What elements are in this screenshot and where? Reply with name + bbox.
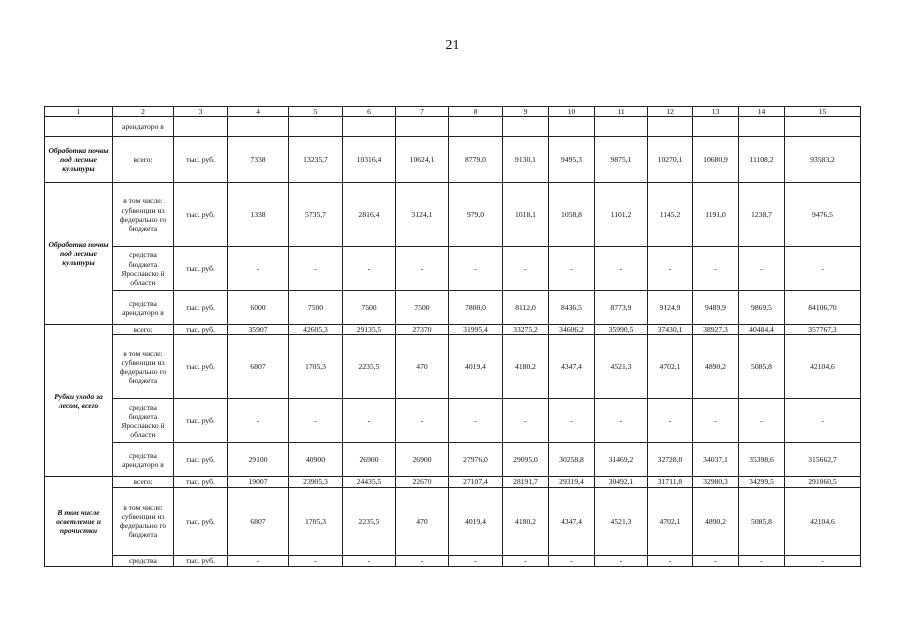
column-number-cell: 11 xyxy=(595,107,648,117)
value-cell xyxy=(449,117,503,137)
value-cell: 1705,3 xyxy=(289,335,343,399)
value-cell: - xyxy=(503,555,549,566)
value-cell: - xyxy=(343,247,396,291)
total-cell: 9476,5 xyxy=(785,183,861,247)
value-cell: 1238,7 xyxy=(739,183,785,247)
value-cell: - xyxy=(289,247,343,291)
funding-source-cell: средства арендаторо в xyxy=(113,443,174,477)
value-cell: - xyxy=(396,555,449,566)
value-cell: - xyxy=(343,399,396,443)
activity-cell xyxy=(45,117,113,137)
value-cell: 7500 xyxy=(343,291,396,325)
value-cell: 5085,8 xyxy=(739,487,785,555)
value-cell: 34606,2 xyxy=(549,325,595,335)
value-cell: 1338 xyxy=(228,183,289,247)
value-cell: 9495,3 xyxy=(549,137,595,183)
value-cell xyxy=(693,117,739,137)
value-cell: - xyxy=(449,555,503,566)
value-cell: 31711,8 xyxy=(648,477,693,487)
column-number-cell: 7 xyxy=(396,107,449,117)
value-cell: 7800,0 xyxy=(449,291,503,325)
column-number-cell: 14 xyxy=(739,107,785,117)
table-row xyxy=(45,291,861,325)
value-cell: 4890,2 xyxy=(693,335,739,399)
unit-cell xyxy=(174,117,228,137)
value-cell: 19007 xyxy=(228,477,289,487)
value-cell: 10316,4 xyxy=(343,137,396,183)
value-cell: 1101,2 xyxy=(595,183,648,247)
total-cell: - xyxy=(785,247,861,291)
value-cell: 42605,3 xyxy=(289,325,343,335)
value-cell: 27107,4 xyxy=(449,477,503,487)
funding-source-cell: в том числе: субвенции из федерально го бюджета xyxy=(113,183,174,247)
table-row xyxy=(45,247,861,291)
column-number-cell: 2 xyxy=(113,107,174,117)
unit-cell: тыс. руб. xyxy=(174,487,228,555)
value-cell: 22670 xyxy=(396,477,449,487)
value-cell: 31469,2 xyxy=(595,443,648,477)
value-cell: 29135,5 xyxy=(343,325,396,335)
value-cell: 6807 xyxy=(228,487,289,555)
funding-source-cell: всего: xyxy=(113,325,174,335)
value-cell: - xyxy=(549,247,595,291)
value-cell: 9489,9 xyxy=(693,291,739,325)
value-cell: 6000 xyxy=(228,291,289,325)
value-cell: 9130,1 xyxy=(503,137,549,183)
value-cell: 1145,2 xyxy=(648,183,693,247)
value-cell: 35990,5 xyxy=(595,325,648,335)
value-cell: 6807 xyxy=(228,335,289,399)
total-cell: 315662,7 xyxy=(785,443,861,477)
table-row xyxy=(45,443,861,477)
table-row xyxy=(45,335,861,399)
value-cell: 30492,1 xyxy=(595,477,648,487)
value-cell xyxy=(739,117,785,137)
value-cell: - xyxy=(693,247,739,291)
total-cell: 291060,5 xyxy=(785,477,861,487)
value-cell: - xyxy=(343,555,396,566)
value-cell: 40900 xyxy=(289,443,343,477)
value-cell: 35907 xyxy=(228,325,289,335)
value-cell xyxy=(595,117,648,137)
value-cell: 29319,4 xyxy=(549,477,595,487)
value-cell: 4521,3 xyxy=(595,335,648,399)
value-cell: 4702,1 xyxy=(648,335,693,399)
column-number-cell: 12 xyxy=(648,107,693,117)
value-cell: 26900 xyxy=(343,443,396,477)
total-cell: 357767,3 xyxy=(785,325,861,335)
table-header-row xyxy=(45,107,861,117)
page-number: 21 xyxy=(445,38,460,53)
column-number-cell: 3 xyxy=(174,107,228,117)
value-cell: 8779,0 xyxy=(449,137,503,183)
value-cell xyxy=(289,117,343,137)
value-cell: 8436,5 xyxy=(549,291,595,325)
value-cell: 470 xyxy=(396,335,449,399)
value-cell: - xyxy=(648,399,693,443)
unit-cell: тыс. руб. xyxy=(174,325,228,335)
value-cell: 27370 xyxy=(396,325,449,335)
budget-table xyxy=(44,106,861,567)
value-cell: 3124,1 xyxy=(396,183,449,247)
value-cell xyxy=(549,117,595,137)
value-cell: 470 xyxy=(396,487,449,555)
value-cell: 30258,8 xyxy=(549,443,595,477)
value-cell: 5085,8 xyxy=(739,335,785,399)
value-cell: 2235,5 xyxy=(343,487,396,555)
value-cell xyxy=(228,117,289,137)
value-cell: 1058,8 xyxy=(549,183,595,247)
value-cell: 32728,0 xyxy=(648,443,693,477)
value-cell: - xyxy=(228,555,289,566)
value-cell: 10270,1 xyxy=(648,137,693,183)
value-cell: 28191,7 xyxy=(503,477,549,487)
table-row xyxy=(45,555,861,566)
unit-cell: тыс. руб. xyxy=(174,399,228,443)
value-cell: - xyxy=(595,247,648,291)
value-cell: - xyxy=(503,247,549,291)
value-cell: 38927,3 xyxy=(693,325,739,335)
value-cell: - xyxy=(693,555,739,566)
value-cell: 4347,4 xyxy=(549,487,595,555)
value-cell: - xyxy=(228,247,289,291)
activity-cell: В том числе осветление и прочистки xyxy=(45,477,113,566)
value-cell: 31995,4 xyxy=(449,325,503,335)
value-cell: - xyxy=(595,399,648,443)
funding-source-cell: средства бюджета Ярославско й области xyxy=(113,399,174,443)
value-cell: 4019,4 xyxy=(449,487,503,555)
value-cell: - xyxy=(739,555,785,566)
value-cell: 13235,7 xyxy=(289,137,343,183)
value-cell: 9875,1 xyxy=(595,137,648,183)
value-cell: 9869,5 xyxy=(739,291,785,325)
value-cell: 29100 xyxy=(228,443,289,477)
table-row xyxy=(45,487,861,555)
column-number-cell: 13 xyxy=(693,107,739,117)
value-cell xyxy=(648,117,693,137)
total-cell: 93583,2 xyxy=(785,137,861,183)
value-cell: - xyxy=(549,399,595,443)
value-cell: 34037,1 xyxy=(693,443,739,477)
funding-source-cell: средства бюджета Ярославско й области xyxy=(113,247,174,291)
column-number-cell: 4 xyxy=(228,107,289,117)
value-cell: 4347,4 xyxy=(549,335,595,399)
unit-cell: тыс. руб. xyxy=(174,555,228,566)
value-cell: 1018,1 xyxy=(503,183,549,247)
value-cell: 4019,4 xyxy=(449,335,503,399)
table-row xyxy=(45,117,861,137)
value-cell: 2235,5 xyxy=(343,335,396,399)
value-cell: 4521,3 xyxy=(595,487,648,555)
total-cell: 42104,6 xyxy=(785,487,861,555)
value-cell: 23905,3 xyxy=(289,477,343,487)
value-cell: - xyxy=(228,399,289,443)
table-row xyxy=(45,137,861,183)
value-cell: - xyxy=(739,399,785,443)
value-cell: - xyxy=(396,399,449,443)
table-row xyxy=(45,399,861,443)
column-number-cell: 15 xyxy=(785,107,861,117)
value-cell: 4890,2 xyxy=(693,487,739,555)
column-number-cell: 8 xyxy=(449,107,503,117)
value-cell: 29095,0 xyxy=(503,443,549,477)
value-cell: 37430,1 xyxy=(648,325,693,335)
value-cell: 7500 xyxy=(396,291,449,325)
value-cell: - xyxy=(595,555,648,566)
funding-source-cell: в том числе: субвенции из федерально го бюджета xyxy=(113,335,174,399)
value-cell: - xyxy=(449,247,503,291)
column-number-cell: 1 xyxy=(45,107,113,117)
value-cell: - xyxy=(549,555,595,566)
funding-source-cell: в том числе: субвенции из федерально го бюджета xyxy=(113,487,174,555)
value-cell: 32980,3 xyxy=(693,477,739,487)
value-cell: - xyxy=(449,399,503,443)
unit-cell: тыс. руб. xyxy=(174,443,228,477)
column-number-cell: 6 xyxy=(343,107,396,117)
value-cell: 8112,0 xyxy=(503,291,549,325)
activity-cell: Рубки ухода за лесом, всего xyxy=(45,325,113,477)
unit-cell: тыс. руб. xyxy=(174,247,228,291)
value-cell: 40484,4 xyxy=(739,325,785,335)
total-cell: - xyxy=(785,555,861,566)
table-row xyxy=(45,477,861,487)
value-cell: - xyxy=(739,247,785,291)
value-cell: 8773,9 xyxy=(595,291,648,325)
unit-cell: тыс. руб. xyxy=(174,291,228,325)
value-cell xyxy=(343,117,396,137)
unit-cell: тыс. руб. xyxy=(174,137,228,183)
value-cell: 35398,6 xyxy=(739,443,785,477)
value-cell: 7338 xyxy=(228,137,289,183)
value-cell: 7500 xyxy=(289,291,343,325)
total-cell xyxy=(785,117,861,137)
value-cell: - xyxy=(289,555,343,566)
value-cell: 4180,2 xyxy=(503,335,549,399)
funding-source-cell: всего: xyxy=(113,477,174,487)
table-row xyxy=(45,325,861,335)
activity-cell: Обработка почвы под лесные культуры xyxy=(45,137,113,183)
value-cell xyxy=(503,117,549,137)
column-number-cell: 9 xyxy=(503,107,549,117)
value-cell: - xyxy=(648,555,693,566)
column-number-cell: 5 xyxy=(289,107,343,117)
value-cell: 11108,2 xyxy=(739,137,785,183)
activity-cell: Обработка почвы под лесные культуры xyxy=(45,183,113,325)
value-cell: 979,0 xyxy=(449,183,503,247)
value-cell: 24435,5 xyxy=(343,477,396,487)
column-number-cell: 10 xyxy=(549,107,595,117)
value-cell: 10680,9 xyxy=(693,137,739,183)
value-cell: - xyxy=(648,247,693,291)
value-cell: - xyxy=(289,399,343,443)
value-cell: 34299,5 xyxy=(739,477,785,487)
value-cell: 4180,2 xyxy=(503,487,549,555)
total-cell: 84106,70 xyxy=(785,291,861,325)
value-cell: 9124,9 xyxy=(648,291,693,325)
unit-cell: тыс. руб. xyxy=(174,183,228,247)
total-cell: - xyxy=(785,399,861,443)
unit-cell: тыс. руб. xyxy=(174,477,228,487)
funding-source-cell: средства арендаторо в xyxy=(113,291,174,325)
funding-source-cell: всего: xyxy=(113,137,174,183)
funding-source-cell: средства xyxy=(113,555,174,566)
value-cell: - xyxy=(693,399,739,443)
value-cell: 26900 xyxy=(396,443,449,477)
value-cell: 27976,0 xyxy=(449,443,503,477)
table-row xyxy=(45,183,861,247)
value-cell: 1705,3 xyxy=(289,487,343,555)
value-cell: - xyxy=(503,399,549,443)
funding-source-cell: арендаторо в xyxy=(113,117,174,137)
value-cell: 2816,4 xyxy=(343,183,396,247)
value-cell: 5735,7 xyxy=(289,183,343,247)
value-cell: 1191,0 xyxy=(693,183,739,247)
value-cell: 4702,1 xyxy=(648,487,693,555)
value-cell: - xyxy=(396,247,449,291)
total-cell: 42104,6 xyxy=(785,335,861,399)
value-cell: 10624,1 xyxy=(396,137,449,183)
value-cell: 33275,2 xyxy=(503,325,549,335)
value-cell xyxy=(396,117,449,137)
unit-cell: тыс. руб. xyxy=(174,335,228,399)
